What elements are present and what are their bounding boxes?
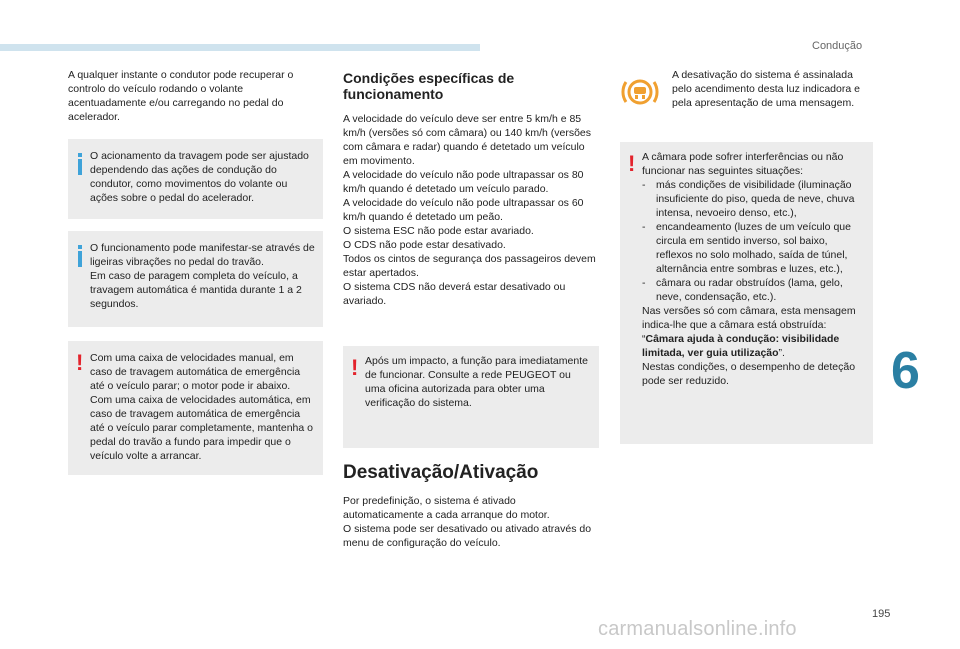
info-text: O funcionamento pode manifestar-se através de ligeiras vibrações no pedal do travão. <box>90 242 315 268</box>
indicator-text: A desativação do sistema é assinalada pelo acendimento desta luz indicadora e pela apresentação de uma mensagem. <box>672 69 860 109</box>
info-text: O acionamento da travagem pode ser ajustado dependendo das ações de condução do condutor, como movimentos do volante ou ações sobre o pedal do acelerador. <box>90 150 309 204</box>
info-box-vibration <box>68 231 323 327</box>
list-item: - encandeamento (luzes de um veículo que circula em sentido inverso, sol baixo, reflexos no solo molhado, saída de túnel, alternância entre sombras e luzes, etc.), <box>642 220 865 276</box>
intro-paragraph: A qualquer instante o condutor pode recuperar o controlo do veículo rodando o volante acentuadamente e/ou carregando no pedal do acelerador. <box>68 69 294 123</box>
warning-box-gearbox <box>68 341 323 475</box>
info-icon <box>76 245 86 269</box>
condition-line: A velocidade do veículo não pode ultrapassar os 80 km/h quando é detetado um veículo parado. <box>343 169 584 195</box>
conditions-list <box>642 178 865 304</box>
brake-warning-icon <box>620 72 660 112</box>
warning-intro: A câmara pode sofrer interferências ou não funcionar nas seguintes situações: <box>642 151 844 177</box>
heading-deactivation: Desativação/Ativação <box>343 462 539 483</box>
camera-message: Nas versões só com câmara, esta mensagem indica-lhe que a câmara está obstruída: “Câmara ajuda à condução: visibilidade limitada, ver guia utilização”. <box>642 305 856 359</box>
deactivation-text: O sistema pode ser desativado ou ativado através do menu de configuração do veículo. <box>343 523 592 549</box>
warning-icon: ! <box>628 151 636 176</box>
warning-icon: ! <box>76 350 84 375</box>
deactivation-text: Por predefinição, o sistema é ativado automaticamente a cada arranque do motor. <box>343 495 550 521</box>
warning-text: Com uma caixa de velocidades manual, em caso de travagem automática de emergência até o veículo parar; o motor pode ir abaixo. <box>90 352 301 392</box>
list-item: - câmara ou radar obstruídos (lama, gelo, neve, condensação, etc.). <box>642 276 865 304</box>
info-box-braking <box>68 139 323 219</box>
condition-line: A velocidade do veículo não pode ultrapassar os 60 km/h quando é detetado um peão. <box>343 197 584 223</box>
watermark: carmanualsonline.info <box>598 618 797 640</box>
final-note: Nestas condições, o desempenho de deteção pode ser reduzido. <box>642 361 856 387</box>
warning-box-impact <box>343 346 599 448</box>
warning-icon: ! <box>351 355 359 380</box>
list-item: - más condições de visibilidade (iluminação insuficiente do piso, queda de neve, chuva intensa, nevoeiro denso, etc.), <box>642 178 865 220</box>
condition-line: O sistema CDS não deverá estar desativado ou avariado. <box>343 281 566 307</box>
column-left <box>68 68 323 475</box>
column-middle <box>343 68 599 550</box>
header-bar <box>0 44 480 51</box>
info-text: Em caso de paragem completa do veículo, a travagem automática é mantida durante 1 a 2 segundos. <box>90 270 302 310</box>
condition-line: O CDS não pode estar desativado. <box>343 239 506 251</box>
info-icon <box>76 153 86 177</box>
conditions-text <box>343 112 599 308</box>
heading-specific-conditions: Condições específicas de funcionamento <box>343 70 515 102</box>
indicator-section <box>620 68 873 110</box>
page-number: 195 <box>872 608 891 620</box>
column-right <box>620 68 873 444</box>
warning-box-camera <box>620 142 873 444</box>
condition-line: O sistema ESC não pode estar avariado. <box>343 225 534 237</box>
warning-text: Após um impacto, a função para imediatamente de funcionar. Consulte a rede PEUGEOT ou uma oficina autorizada para obter uma verificação do sistema. <box>365 355 588 409</box>
message-text: Câmara ajuda à condução: visibilidade limitada, ver guia utilização <box>642 333 840 359</box>
condition-line: A velocidade do veículo deve ser entre 5 km/h e 85 km/h (versões só com câmara) ou 140 km/h (versões com câmara e radar) quando é detetado um veículo em movimento. <box>343 113 592 167</box>
section-title: Condução <box>812 40 863 52</box>
warning-text: Com uma caixa de velocidades automática, em caso de travagem automática de emergência até o veículo parar completamente, mantenha o pedal do travão a fundo para impedir que o veículo volte a arrancar. <box>90 394 313 462</box>
chapter-number: 6 <box>891 342 920 400</box>
condition-line: Todos os cintos de segurança dos passageiros devem estar apertados. <box>343 253 596 279</box>
